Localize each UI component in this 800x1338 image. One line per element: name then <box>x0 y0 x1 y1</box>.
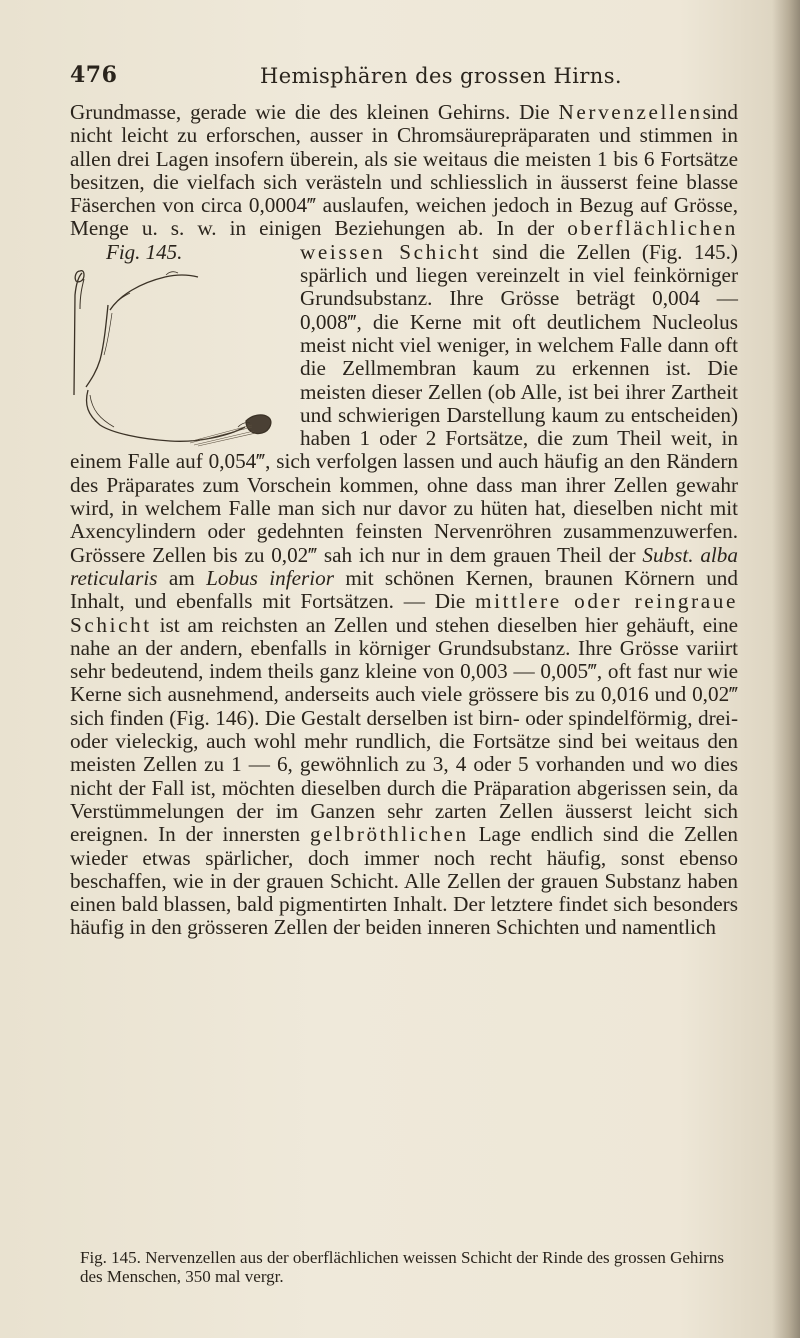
figure-145 <box>70 241 288 449</box>
figure-label: Fig. 145. <box>106 239 183 264</box>
spaced-term: gelbröthlichen <box>309 822 469 847</box>
text-run: am <box>157 565 207 590</box>
text-run: mit schönen Kernen, braunen Körnern und Inhalt, und ebenfalls mit Fortsätzen. — Die <box>70 565 738 614</box>
paragraph <box>70 101 738 940</box>
text-run: ist am reichsten an Zellen und stehen dieselben hier gehäuft, eine nahe an der andern, ebenfalls in körniger Grundsubstanz. Ihre Grösse variirt sehr bedeutend, indem theils ganz kleine von 0,003 — 0,005‴, oft fast nur wie Kerne sich ausnehmend, anderseits auch viele grössere bis zu 0,016 und 0,02‴ sich finden (Fig. 146). Die Gestalt derselben ist birn- oder spindelförmig, drei- oder vieleckig, auch wohl mehr rundlich, die Fortsätze sind bei weitaus den meisten Zellen zu 1 — 6, gewöhnlich zu 3, 4 oder 5 vorhanden und wo dies nicht der Fall ist, möchten dieselben durch die Präparation abgerissen sein, da Verstümmelungen der im Ganzen sehr zarten Zellen äusserst leicht sich ereignen. In der innersten <box>70 612 738 847</box>
figure-caption <box>80 1248 740 1286</box>
spaced-term: Nervenzellen <box>558 100 703 124</box>
italic-term: Subst. alba reticularis <box>70 542 738 590</box>
caption-figure-label: Fig. 145. <box>80 1248 141 1267</box>
page-header <box>70 62 710 94</box>
page-edge-shadow <box>772 0 800 1338</box>
running-head: Hemisphären des grossen Hirns. <box>260 64 622 88</box>
nerve-cell-illustration <box>70 265 288 449</box>
page-number: 476 <box>70 62 118 88</box>
text-run: Lage endlich sind die Zellen wieder etwas spärlicher, doch immer noch recht häufig, sonst ebenso beschaffen, wie in der grauen Schicht. Alle Zellen der grauen Substanz haben einen bald blassen, bald pigmentirten Inhalt. Der letztere findet sich besonders häufig in den grösseren Zellen der beiden inneren Schichten und namentlich <box>70 822 738 940</box>
spaced-term: mittlere oder reingraue Schicht <box>70 589 738 637</box>
spaced-term: oberflächlichen weissen Schicht <box>300 216 738 264</box>
text-run: sind die Zellen (Fig. 145.) spärlich und liegen vereinzelt in viel feinkörniger Grundsubstanz. Ihre Grösse beträgt 0,004 — 0,008‴, die Kerne mit oft deutlichem Nucleolus meist nicht viel weniger, in welchem Falle dann oft die Zellmembran kaum zu erkennen ist. Die meisten dieser Zellen (ob Alle, ist bei ihrer Zartheit und schwierigen Darstellung kaum zu entscheiden) haben 1 oder 2 Fortsätze, die zum Theil weit, in einem Falle auf 0,054‴, sich verfolgen lassen und auch häufig an den Rändern des Präparates zum Vorschein kommen, ohne dass man ihrer Zellen gewahr wird, in welchem Falle man sich nur davor zu hüten hat, dieselben nicht mit Axencylindern oder gedehnten feinsten Nervenröhren zusammenzuwerfen. Grössere Zellen bis zu 0,02‴ sah ich nur in dem grauen Theil der <box>70 239 738 567</box>
text-run: sind nicht leicht zu erforschen, ausser in Chromsäurepräparaten und stimmen in allen drei Lagen insofern überein, als sie weitaus die meisten 1 bis 6 Fortsätze besitzen, die vielfach sich verästeln und schliesslich in äusserst feine blasse Fäserchen von circa 0,0004‴ auslaufen, weichen jedoch in Bezug auf Grösse, Menge u. s. w. in einigen Beziehungen ab. In der <box>70 100 738 241</box>
caption-text: Nervenzellen aus der oberflächlichen weissen Schicht der Rinde des grossen Gehirns des Menschen, 350 mal vergr. <box>80 1248 724 1286</box>
italic-term: Lobus inferior <box>206 565 334 590</box>
text-run: Grundmasse, gerade wie die des kleinen Gehirns. Die <box>70 100 559 124</box>
body-text <box>70 101 738 940</box>
